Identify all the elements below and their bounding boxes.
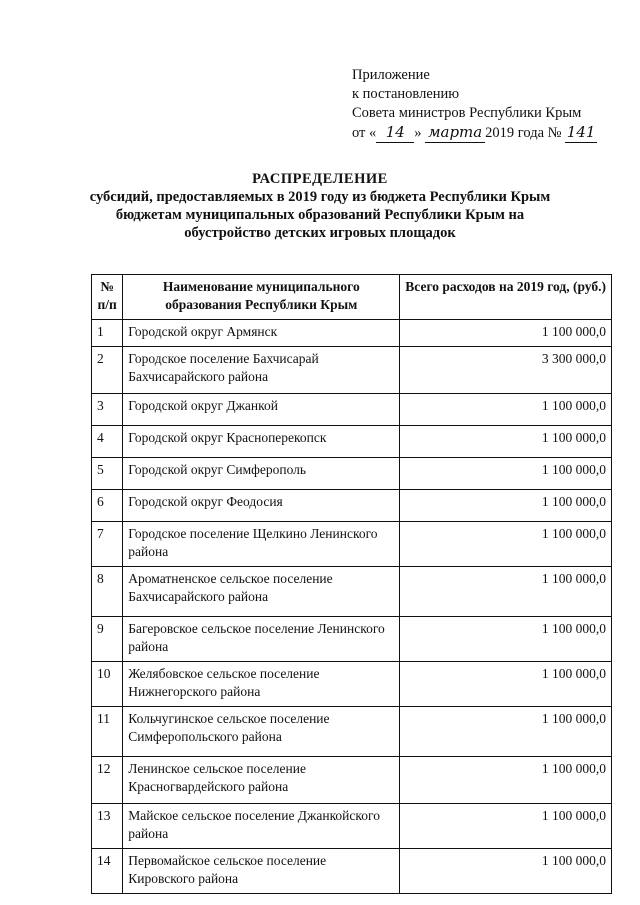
table-row (92, 567, 612, 617)
heading-line-3: обустройство детских игровых площадок (184, 225, 456, 241)
row-num: 5 (92, 458, 123, 490)
row-name: Городское поселение Щелкино Ленинского района (123, 522, 400, 567)
table-row (92, 804, 612, 849)
header-name: Наименование муниципального образования Республики Крым (123, 275, 400, 320)
row-sum: 1 100 000,0 (400, 804, 612, 849)
row-num: 11 (92, 707, 123, 757)
row-sum: 1 100 000,0 (400, 490, 612, 522)
row-sum: 1 100 000,0 (400, 458, 612, 490)
row-sum: 1 100 000,0 (400, 617, 612, 662)
row-num: 14 (92, 849, 123, 894)
table-row (92, 662, 612, 707)
row-num: 1 (92, 320, 123, 347)
table-header-row (92, 275, 612, 320)
row-num: 4 (92, 426, 123, 458)
appendix-date-line (352, 123, 597, 143)
appendix-block (352, 66, 597, 143)
row-num: 7 (92, 522, 123, 567)
table-row (92, 394, 612, 426)
row-name: Кольчугинское сельское поселение Симферопольского района (123, 707, 400, 757)
row-name: Ленинское сельское поселение Красногвардейского района (123, 757, 400, 804)
row-sum: 3 300 000,0 (400, 347, 612, 394)
row-name: Городской округ Феодосия (123, 490, 400, 522)
row-num: 3 (92, 394, 123, 426)
row-num: 6 (92, 490, 123, 522)
row-name: Городской округ Красноперекопск (123, 426, 400, 458)
row-name: Городской округ Армянск (123, 320, 400, 347)
row-num: 13 (92, 804, 123, 849)
row-sum: 1 100 000,0 (400, 394, 612, 426)
row-sum: 1 100 000,0 (400, 757, 612, 804)
date-mid: » (414, 125, 422, 141)
document-title: РАСПРЕДЕЛЕНИЕ (252, 171, 388, 187)
row-name: Городской округ Джанкой (123, 394, 400, 426)
row-name: Ароматненское сельское поселение Бахчисарайского района (123, 567, 400, 617)
row-name: Багеровское сельское поселение Ленинского района (123, 617, 400, 662)
year-text: 2019 года № (485, 125, 562, 141)
row-num: 10 (92, 662, 123, 707)
row-sum: 1 100 000,0 (400, 707, 612, 757)
appendix-line-2: к постановлению (352, 86, 460, 102)
row-name: Первомайское сельское поселение Кировского района (123, 849, 400, 894)
row-name: Желябовское сельское поселение Нижнегорского района (123, 662, 400, 707)
date-prefix: от « (352, 125, 377, 141)
table-row (92, 707, 612, 757)
row-name: Городское поселение Бахчисарай Бахчисарайского района (123, 347, 400, 394)
header-sum: Всего расходов на 2019 год, (руб.) (400, 275, 612, 320)
row-sum: 1 100 000,0 (400, 320, 612, 347)
heading-line-1: субсидий, предоставляемых в 2019 году из бюджета Республики Крым (89, 189, 551, 205)
handwritten-day: 14 (376, 123, 414, 143)
distribution-table (91, 274, 612, 894)
row-name: Городской округ Симферополь (123, 458, 400, 490)
row-sum: 1 100 000,0 (400, 662, 612, 707)
row-sum: 1 100 000,0 (400, 849, 612, 894)
row-sum: 1 100 000,0 (400, 567, 612, 617)
table-row (92, 347, 612, 394)
row-num: 12 (92, 757, 123, 804)
document-heading (0, 170, 640, 242)
heading-line-2: бюджетам муниципальных образований Республики Крым на (115, 207, 525, 223)
table-row (92, 490, 612, 522)
table-row (92, 757, 612, 804)
handwritten-month: марта (425, 123, 485, 143)
appendix-line-1: Приложение (352, 67, 430, 83)
header-num: № п/п (92, 275, 123, 320)
row-num: 8 (92, 567, 123, 617)
row-num: 2 (92, 347, 123, 394)
table-row (92, 458, 612, 490)
table-body (92, 320, 612, 894)
table-row (92, 617, 612, 662)
table-row (92, 320, 612, 347)
table-row (92, 522, 612, 567)
row-sum: 1 100 000,0 (400, 522, 612, 567)
row-num: 9 (92, 617, 123, 662)
row-sum: 1 100 000,0 (400, 426, 612, 458)
table-row (92, 426, 612, 458)
appendix-line-3: Совета министров Республики Крым (352, 105, 582, 121)
row-name: Майское сельское поселение Джанкойского района (123, 804, 400, 849)
table-row (92, 849, 612, 894)
handwritten-number: 141 (566, 123, 596, 141)
